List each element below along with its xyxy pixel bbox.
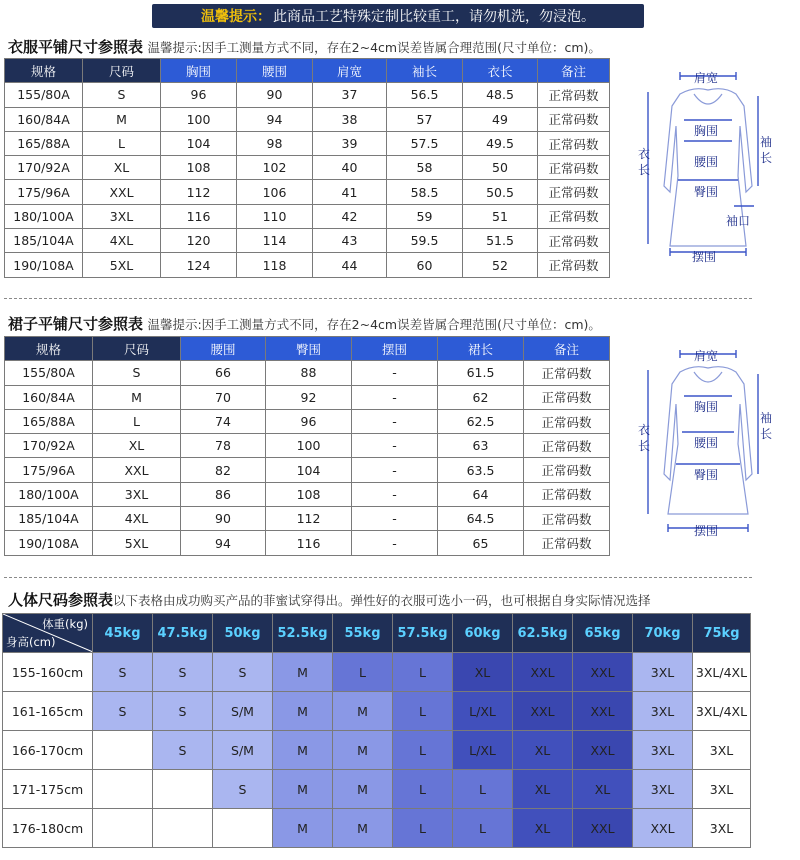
table-cell: 5XL bbox=[83, 253, 161, 277]
table-cell: 120 bbox=[161, 229, 237, 253]
top-col-header: 胸围 bbox=[161, 59, 237, 83]
table-cell: 正常码数 bbox=[524, 434, 610, 458]
label-waist: 腰围 bbox=[694, 436, 719, 450]
table-cell: 98 bbox=[237, 131, 313, 155]
size-cell bbox=[93, 809, 153, 848]
weight-header: 70kg bbox=[633, 614, 693, 653]
skirt-col-header: 腰围 bbox=[181, 337, 266, 361]
label-hip: 臀围 bbox=[694, 468, 719, 482]
size-cell: XXL bbox=[573, 809, 633, 848]
table-cell: 64 bbox=[438, 482, 524, 506]
table-row bbox=[5, 434, 610, 458]
table-cell: 39 bbox=[313, 131, 387, 155]
size-cell: XL bbox=[453, 653, 513, 692]
table-cell: 51.5 bbox=[463, 229, 538, 253]
weight-header: 75kg bbox=[693, 614, 751, 653]
top-col-header: 备注 bbox=[538, 59, 610, 83]
table-row bbox=[5, 531, 610, 555]
size-cell: M bbox=[333, 770, 393, 809]
table-cell: - bbox=[352, 482, 438, 506]
label-length: 衣长 bbox=[638, 147, 651, 177]
height-label: 155-160cm bbox=[3, 653, 93, 692]
table-cell: 102 bbox=[237, 156, 313, 180]
table-cell: 43 bbox=[313, 229, 387, 253]
section3-note: 以下表格由成功购买产品的菲蜜试穿得出。弹性好的衣服可选小一码，也可根据自身实际情况选择 bbox=[113, 593, 651, 608]
label-waist: 腰围 bbox=[694, 155, 719, 169]
table-cell: 3XL bbox=[93, 482, 181, 506]
table-cell: XXL bbox=[93, 458, 181, 482]
table-cell: 44 bbox=[313, 253, 387, 277]
table-cell: 正常码数 bbox=[538, 131, 610, 155]
table-cell: - bbox=[352, 385, 438, 409]
table-cell: 42 bbox=[313, 204, 387, 228]
weight-header: 60kg bbox=[453, 614, 513, 653]
weight-header: 45kg bbox=[93, 614, 153, 653]
notice-banner bbox=[152, 4, 644, 28]
size-cell: 3XL bbox=[633, 692, 693, 731]
section1-heading bbox=[8, 36, 601, 57]
corner-height-label: 身高(cm) bbox=[6, 635, 56, 649]
weight-header: 50kg bbox=[213, 614, 273, 653]
weight-header: 65kg bbox=[573, 614, 633, 653]
height-label: 161-165cm bbox=[3, 692, 93, 731]
skirt-col-header: 摆围 bbox=[352, 337, 438, 361]
table-cell: 124 bbox=[161, 253, 237, 277]
notice-highlight: 温馨提示： bbox=[201, 9, 271, 25]
top-col-header: 腰围 bbox=[237, 59, 313, 83]
table-cell: L bbox=[83, 131, 161, 155]
divider-1 bbox=[4, 298, 752, 299]
section3-title: 人体尺码参照表 bbox=[8, 591, 114, 609]
table-cell: 正常码数 bbox=[524, 458, 610, 482]
table-cell: 4XL bbox=[83, 229, 161, 253]
table-cell: 116 bbox=[266, 531, 352, 555]
label-sleeve: 袖长 bbox=[760, 411, 773, 441]
height-label: 166-170cm bbox=[3, 731, 93, 770]
table-cell: 48.5 bbox=[463, 83, 538, 107]
size-cell: 3XL/4XL bbox=[693, 653, 751, 692]
size-cell: M bbox=[273, 809, 333, 848]
table-cell: - bbox=[352, 409, 438, 433]
table-row bbox=[5, 83, 610, 107]
weight-header: 57.5kg bbox=[393, 614, 453, 653]
table-cell: 112 bbox=[161, 180, 237, 204]
table-cell: 正常码数 bbox=[538, 107, 610, 131]
top-col-header: 肩宽 bbox=[313, 59, 387, 83]
table-cell: 170/92A bbox=[5, 434, 93, 458]
size-cell: 3XL bbox=[693, 731, 751, 770]
size-cell bbox=[153, 770, 213, 809]
table-cell: 110 bbox=[237, 204, 313, 228]
top-col-header: 尺码 bbox=[83, 59, 161, 83]
table-row bbox=[5, 409, 610, 433]
weight-header: 47.5kg bbox=[153, 614, 213, 653]
table-cell: 60 bbox=[387, 253, 463, 277]
skirt-col-header: 裙长 bbox=[438, 337, 524, 361]
table-cell: 65 bbox=[438, 531, 524, 555]
table-row bbox=[5, 361, 610, 385]
table-cell: XL bbox=[93, 434, 181, 458]
table-cell: 4XL bbox=[93, 507, 181, 531]
size-cell: M bbox=[333, 692, 393, 731]
size-cell: XXL bbox=[633, 809, 693, 848]
table-cell: 正常码数 bbox=[524, 409, 610, 433]
table-row bbox=[5, 204, 610, 228]
table-cell: 49 bbox=[463, 107, 538, 131]
label-cuff: 袖口 bbox=[726, 214, 751, 228]
table-cell: 104 bbox=[161, 131, 237, 155]
table-cell: 170/92A bbox=[5, 156, 83, 180]
table-cell: S bbox=[83, 83, 161, 107]
table-cell: 116 bbox=[161, 204, 237, 228]
table-cell: 正常码数 bbox=[524, 531, 610, 555]
table-cell: 88 bbox=[266, 361, 352, 385]
size-cell: XL bbox=[513, 731, 573, 770]
table-cell: 94 bbox=[237, 107, 313, 131]
table-cell: 52 bbox=[463, 253, 538, 277]
label-length: 衣长 bbox=[638, 423, 651, 453]
table-cell: 78 bbox=[181, 434, 266, 458]
table-cell: 正常码数 bbox=[538, 156, 610, 180]
table-cell: 57.5 bbox=[387, 131, 463, 155]
size-cell: S bbox=[153, 731, 213, 770]
table-cell: 155/80A bbox=[5, 83, 83, 107]
label-sleeve: 袖长 bbox=[760, 135, 773, 165]
table-row bbox=[3, 731, 751, 770]
table-cell: 66 bbox=[181, 361, 266, 385]
table-cell: 41 bbox=[313, 180, 387, 204]
table-cell: 62.5 bbox=[438, 409, 524, 433]
table-cell: XL bbox=[83, 156, 161, 180]
table-row bbox=[5, 253, 610, 277]
table-cell: 正常码数 bbox=[524, 385, 610, 409]
table-row bbox=[5, 156, 610, 180]
table-cell: 104 bbox=[266, 458, 352, 482]
table-cell: M bbox=[83, 107, 161, 131]
size-cell: L bbox=[453, 809, 513, 848]
label-hem: 摆围 bbox=[694, 524, 719, 538]
table-cell: 58 bbox=[387, 156, 463, 180]
height-label: 171-175cm bbox=[3, 770, 93, 809]
table-cell: - bbox=[352, 458, 438, 482]
size-cell: L bbox=[393, 653, 453, 692]
table-cell: 正常码数 bbox=[538, 204, 610, 228]
table-row bbox=[3, 809, 751, 848]
size-cell: XL bbox=[513, 809, 573, 848]
table-cell: 5XL bbox=[93, 531, 181, 555]
table-cell: M bbox=[93, 385, 181, 409]
section1-note: 温馨提示:因手工测量方式不同，存在2~4cm误差皆属合理范围(尺寸单位：cm)。 bbox=[147, 40, 601, 55]
table-cell: 108 bbox=[161, 156, 237, 180]
top-col-header: 袖长 bbox=[387, 59, 463, 83]
size-cell: 3XL bbox=[633, 653, 693, 692]
table-cell: 165/88A bbox=[5, 409, 93, 433]
table-cell: 正常码数 bbox=[538, 180, 610, 204]
table-cell: 正常码数 bbox=[524, 361, 610, 385]
size-cell: XXL bbox=[513, 653, 573, 692]
table-cell: 3XL bbox=[83, 204, 161, 228]
label-chest: 胸围 bbox=[694, 124, 719, 138]
table-cell: 59 bbox=[387, 204, 463, 228]
table-cell: 58.5 bbox=[387, 180, 463, 204]
size-cell: S bbox=[153, 653, 213, 692]
size-cell: XXL bbox=[573, 653, 633, 692]
table-row bbox=[5, 180, 610, 204]
size-cell: S bbox=[93, 692, 153, 731]
table-cell: S bbox=[93, 361, 181, 385]
table-cell: 155/80A bbox=[5, 361, 93, 385]
table-cell: - bbox=[352, 507, 438, 531]
table-cell: 160/84A bbox=[5, 107, 83, 131]
size-cell: XXL bbox=[573, 692, 633, 731]
table-cell: 96 bbox=[266, 409, 352, 433]
table-cell: 62 bbox=[438, 385, 524, 409]
size-cell: S/M bbox=[213, 731, 273, 770]
section2-note: 温馨提示:因手工测量方式不同，存在2~4cm误差皆属合理范围(尺寸单位：cm)。 bbox=[147, 317, 601, 332]
notice-text: 此商品工艺特殊定制比较重工，请勿机洗，勿浸泡。 bbox=[273, 9, 595, 25]
skirt-measurement-figure bbox=[628, 344, 778, 549]
table-cell: 114 bbox=[237, 229, 313, 253]
table-cell: 90 bbox=[181, 507, 266, 531]
table-cell: 40 bbox=[313, 156, 387, 180]
table-cell: 57 bbox=[387, 107, 463, 131]
corner-header bbox=[3, 614, 93, 653]
top-size-table bbox=[4, 58, 610, 278]
table-cell: 74 bbox=[181, 409, 266, 433]
size-cell bbox=[93, 731, 153, 770]
table-row bbox=[5, 107, 610, 131]
size-cell: L bbox=[393, 731, 453, 770]
table-cell: 63.5 bbox=[438, 458, 524, 482]
body-size-table bbox=[2, 613, 751, 848]
section1-title: 衣服平铺尺寸参照表 bbox=[8, 38, 144, 56]
table-cell: 正常码数 bbox=[524, 507, 610, 531]
table-cell: 180/100A bbox=[5, 482, 93, 506]
size-cell: M bbox=[273, 731, 333, 770]
size-cell bbox=[153, 809, 213, 848]
top-col-header: 衣长 bbox=[463, 59, 538, 83]
label-hip: 臀围 bbox=[694, 185, 719, 199]
size-cell: 3XL/4XL bbox=[693, 692, 751, 731]
table-cell: 63 bbox=[438, 434, 524, 458]
skirt-col-header: 尺码 bbox=[93, 337, 181, 361]
size-cell: L bbox=[393, 770, 453, 809]
table-row bbox=[3, 692, 751, 731]
top-col-header: 规格 bbox=[5, 59, 83, 83]
table-row bbox=[5, 507, 610, 531]
size-cell: S/M bbox=[213, 692, 273, 731]
size-cell: 3XL bbox=[693, 809, 751, 848]
size-cell: M bbox=[333, 731, 393, 770]
table-cell: 106 bbox=[237, 180, 313, 204]
table-cell: 82 bbox=[181, 458, 266, 482]
label-shoulder: 肩宽 bbox=[694, 71, 719, 85]
table-cell: 175/96A bbox=[5, 458, 93, 482]
table-cell: 正常码数 bbox=[538, 253, 610, 277]
top-measurement-figure bbox=[628, 66, 778, 271]
skirt-size-table bbox=[4, 336, 610, 556]
table-cell: 185/104A bbox=[5, 507, 93, 531]
table-cell: 190/108A bbox=[5, 253, 83, 277]
size-cell: XXL bbox=[513, 692, 573, 731]
table-cell: - bbox=[352, 531, 438, 555]
table-row bbox=[5, 229, 610, 253]
size-cell: 3XL bbox=[693, 770, 751, 809]
size-cell: L bbox=[333, 653, 393, 692]
table-cell: 180/100A bbox=[5, 204, 83, 228]
size-cell: 3XL bbox=[633, 770, 693, 809]
section2-heading bbox=[8, 313, 601, 334]
table-cell: 112 bbox=[266, 507, 352, 531]
table-cell: 100 bbox=[161, 107, 237, 131]
size-cell: L bbox=[393, 809, 453, 848]
size-cell: M bbox=[333, 809, 393, 848]
weight-header: 62.5kg bbox=[513, 614, 573, 653]
table-cell: 50.5 bbox=[463, 180, 538, 204]
skirt-col-header: 备注 bbox=[524, 337, 610, 361]
corner-weight-label: 体重(kg) bbox=[42, 617, 88, 631]
table-cell: 165/88A bbox=[5, 131, 83, 155]
table-row bbox=[5, 385, 610, 409]
label-hem: 摆围 bbox=[692, 250, 717, 264]
size-cell: L/XL bbox=[453, 692, 513, 731]
size-cell: S bbox=[153, 692, 213, 731]
table-cell: 92 bbox=[266, 385, 352, 409]
weight-header: 52.5kg bbox=[273, 614, 333, 653]
divider-2 bbox=[4, 577, 752, 578]
table-row bbox=[3, 653, 751, 692]
table-cell: 37 bbox=[313, 83, 387, 107]
table-cell: 51 bbox=[463, 204, 538, 228]
table-cell: 175/96A bbox=[5, 180, 83, 204]
section3-heading bbox=[8, 589, 651, 610]
size-cell: S bbox=[93, 653, 153, 692]
table-cell: 正常码数 bbox=[538, 83, 610, 107]
table-row bbox=[3, 770, 751, 809]
table-cell: 185/104A bbox=[5, 229, 83, 253]
table-cell: 正常码数 bbox=[524, 482, 610, 506]
size-cell bbox=[93, 770, 153, 809]
size-cell: S bbox=[213, 770, 273, 809]
label-chest: 胸围 bbox=[694, 400, 719, 414]
size-cell bbox=[213, 809, 273, 848]
table-cell: 70 bbox=[181, 385, 266, 409]
label-shoulder: 肩宽 bbox=[694, 349, 719, 363]
table-cell: L bbox=[93, 409, 181, 433]
size-cell: M bbox=[273, 692, 333, 731]
size-cell: M bbox=[273, 653, 333, 692]
size-cell: XL bbox=[513, 770, 573, 809]
table-cell: 96 bbox=[161, 83, 237, 107]
skirt-col-header: 规格 bbox=[5, 337, 93, 361]
table-cell: 38 bbox=[313, 107, 387, 131]
table-cell: 94 bbox=[181, 531, 266, 555]
height-label: 176-180cm bbox=[3, 809, 93, 848]
section2-title: 裙子平铺尺寸参照表 bbox=[8, 315, 144, 333]
table-cell: 59.5 bbox=[387, 229, 463, 253]
size-cell: XXL bbox=[573, 731, 633, 770]
table-cell: 86 bbox=[181, 482, 266, 506]
table-cell: 108 bbox=[266, 482, 352, 506]
size-cell: L/XL bbox=[453, 731, 513, 770]
table-cell: 90 bbox=[237, 83, 313, 107]
size-cell: L bbox=[453, 770, 513, 809]
table-cell: 50 bbox=[463, 156, 538, 180]
table-cell: XXL bbox=[83, 180, 161, 204]
table-cell: 56.5 bbox=[387, 83, 463, 107]
size-cell: 3XL bbox=[633, 731, 693, 770]
size-cell: S bbox=[213, 653, 273, 692]
table-cell: 正常码数 bbox=[538, 229, 610, 253]
table-cell: 61.5 bbox=[438, 361, 524, 385]
skirt-col-header: 臀围 bbox=[266, 337, 352, 361]
table-cell: 160/84A bbox=[5, 385, 93, 409]
table-row bbox=[5, 458, 610, 482]
table-cell: 49.5 bbox=[463, 131, 538, 155]
size-cell: XL bbox=[573, 770, 633, 809]
size-cell: M bbox=[273, 770, 333, 809]
table-cell: 64.5 bbox=[438, 507, 524, 531]
table-cell: 100 bbox=[266, 434, 352, 458]
weight-header: 55kg bbox=[333, 614, 393, 653]
table-cell: 190/108A bbox=[5, 531, 93, 555]
table-cell: 118 bbox=[237, 253, 313, 277]
size-cell: L bbox=[393, 692, 453, 731]
table-cell: - bbox=[352, 434, 438, 458]
table-row bbox=[5, 131, 610, 155]
table-cell: - bbox=[352, 361, 438, 385]
table-row bbox=[5, 482, 610, 506]
